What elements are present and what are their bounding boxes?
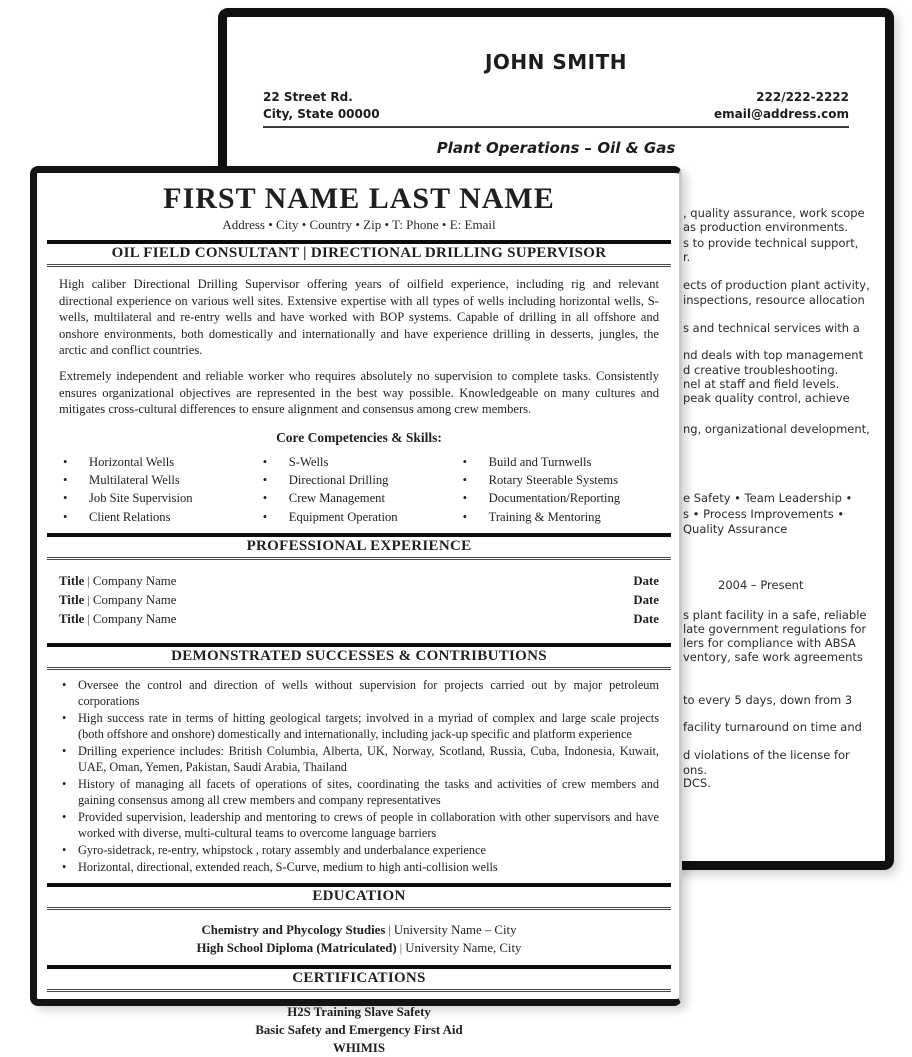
clipped-text-line: d creative troubleshooting. [683,363,839,377]
company-name: Company Name [92,612,177,627]
certification-line: H2S Training Slave Safety [287,1004,431,1019]
clipped-text-line: , quality assurance, work scope [683,206,865,220]
clipped-text-line: nel at staff and field levels. [683,377,840,391]
section-header-education: EDUCATION [47,883,671,910]
competency-item: • Rotary Steerable Systems [459,471,659,489]
degree-name: High School Diploma (Matriculated) [196,941,397,956]
experience-title-company [59,610,633,629]
core-competencies-columns [59,453,659,526]
education-lines [59,921,659,957]
clipped-text-line: s and technical services with a [683,321,860,335]
section-header-certifications: CERTIFICATIONS [47,965,671,992]
clipped-text-line: as production environments. [683,220,848,234]
back-resume-contact-row [263,89,849,128]
clipped-text-line: e Safety • Team Leadership • [683,491,853,505]
contribution-bullet-list [59,678,659,876]
clipped-text-line: ects of production plant activity, [683,278,870,292]
contribution-bullet: • Drilling experience includes: British Columbia, Alberta, UK, Norway, Scotland, Russia, Cuba, Indonesia, Kuwait, UAE, Oman, Yemen, Pakistan, Saudi Arabia, Thailand [59,744,659,776]
experience-row [59,572,659,591]
clipped-text-line: lers for compliance with ABSA [683,636,856,650]
summary-paragraph-2: Extremely independent and reliable worker who requires absolutely no supervision to complete tasks. Consistently ensures organizational objectives are represented in the best way possible. Knowledgeable on many cultures and mitigates cross-cultural differences to ensure alignment and consensus among crew members. [59,369,659,417]
front-resume-name: FIRST NAME LAST NAME [163,182,555,215]
certification-line: WHIMIS [333,1040,385,1055]
job-title: Title [59,593,85,608]
competencies-column-1 [59,453,259,526]
clipped-text-line: DCS. [683,776,711,790]
clipped-text-line: 2004 – Present [718,578,804,592]
company-name: Company Name [92,573,177,588]
separator: | [399,941,403,956]
education-line [59,939,659,957]
competency-item: • Build and Turnwells [459,453,659,471]
separator: | [87,573,90,588]
contribution-bullet: • Horizontal, directional, extended reach, S-Curve, medium to high anti-collision wells [59,860,659,876]
experience-date: Date [633,593,659,608]
competency-item: • Documentation/Reporting [459,489,659,507]
contribution-bullet: • High success rate in terms of hitting geological targets; involved in a myriad of complex and large scale projects (both offshore and onshore) domestically and internationally, including jack-up specific and platform experience [59,711,659,743]
company-name: Company Name [92,593,177,608]
school-name: University Name – City [393,923,517,938]
competency-item: • Crew Management [259,489,459,507]
front-resume-contact-line: Address • City • Country • Zip • T: Phone • E: Email [222,217,496,232]
experience-rows [59,572,659,630]
separator: | [388,923,391,938]
contribution-bullet: • Provided supervision, leadership and mentoring to crews of people in collaboration with other supervisors and have worked with diverse, multi-cultural teams to overcome language barriers [59,810,659,842]
contribution-bullet: • Oversee the control and direction of wells without supervision for projects carried out by major petroleum corporations [59,678,659,710]
separator: | [87,612,90,627]
experience-row [59,591,659,610]
contribution-bullet: • History of managing all facets of operations of sites, coordinating the tasks and activities of crew members and gaining consensus among all crew members and company representatives [59,777,659,809]
clipped-text-line: s to provide technical support, [683,236,859,250]
separator: | [87,593,90,608]
email-address: email@address.com [713,106,849,121]
clipped-text-line: nd deals with top management [683,348,864,362]
summary-paragraph-1: High caliber Directional Drilling Supervisor offering years of oilfield experience, including rig and relevant directional experience on various well sites. Extensive expertise with all types of wells including horizontal wells, S-wells, multilateral and re-entry wells and have worked with BOP systems. Capable of drilling in all offshore and onshore environments, both domestically and internationally and have experience drilling in desserts, jungles, the arctic and conflict countries. [59,277,659,358]
experience-row [59,610,659,629]
competencies-column-2 [259,453,459,526]
back-resume-phone-email [714,89,849,123]
competency-item: • Training & Mentoring [459,508,659,526]
experience-title-company [59,572,633,591]
section-header-demonstrated-successes: DEMONSTRATED SUCCESSES & CONTRIBUTIONS [47,643,671,670]
clipped-text-line: s • Process Improvements • [683,507,845,521]
clipped-text-line: s plant facility in a safe, reliable [683,608,867,622]
clipped-text-line: peak quality control, achieve [683,391,850,405]
address-line-1: 22 Street Rd. [263,90,353,104]
back-resume-name: JOHN SMITH [484,50,627,74]
front-resume-page [30,166,682,1055]
clipped-text-line: late government regulations for [683,622,867,636]
competency-item: • Job Site Supervision [59,489,259,507]
competency-item: • S-Wells [259,453,459,471]
section-header-professional-experience: PROFESSIONAL EXPERIENCE [47,533,671,560]
back-resume-address [263,89,380,123]
clipped-text-line: ng, organizational development, [683,422,870,436]
certification-lines [59,1003,659,1057]
job-title: Title [59,573,85,588]
competencies-column-3 [459,453,659,526]
clipped-text-line: to every 5 days, down from 3 [683,693,853,707]
clipped-text-line: r. [683,250,691,264]
address-line-2: City, State 00000 [263,106,380,121]
clipped-text-line: inspections, resource allocation [683,293,865,307]
competency-item: • Horizontal Wells [59,453,259,471]
clipped-text-line: ons. [683,763,707,777]
competency-item: • Client Relations [59,508,259,526]
clipped-text-line: facility turnaround on time and [683,720,862,734]
experience-date: Date [633,573,659,588]
clipped-text-line: ventory, safe work agreements [683,650,863,664]
clipped-text-line: d violations of the license for [683,748,850,762]
phone-number: 222/222-2222 [756,90,849,104]
job-title: Title [59,612,85,627]
core-competencies-title: Core Competencies & Skills: [276,429,442,445]
education-line [59,921,659,939]
contribution-bullet: • Gyro-sidetrack, re-entry, whipstock , rotary assembly and underbalance experience [59,843,659,859]
certification-line: Basic Safety and Emergency First Aid [255,1022,463,1037]
clipped-text-line: Quality Assurance [683,522,788,536]
degree-name: Chemistry and Phycology Studies [201,923,386,938]
back-resume-headline: Plant Operations – Oil & Gas [436,138,676,157]
school-name: University Name, City [405,941,522,956]
back-resume-header [263,50,849,157]
competency-item: • Directional Drilling [259,471,459,489]
experience-date: Date [633,612,659,627]
competency-item: • Multilateral Wells [59,471,259,489]
experience-title-company [59,591,633,610]
competency-item: • Equipment Operation [259,508,459,526]
section-header-consultant-title: OIL FIELD CONSULTANT | DIRECTIONAL DRILLING SUPERVISOR [47,240,671,267]
